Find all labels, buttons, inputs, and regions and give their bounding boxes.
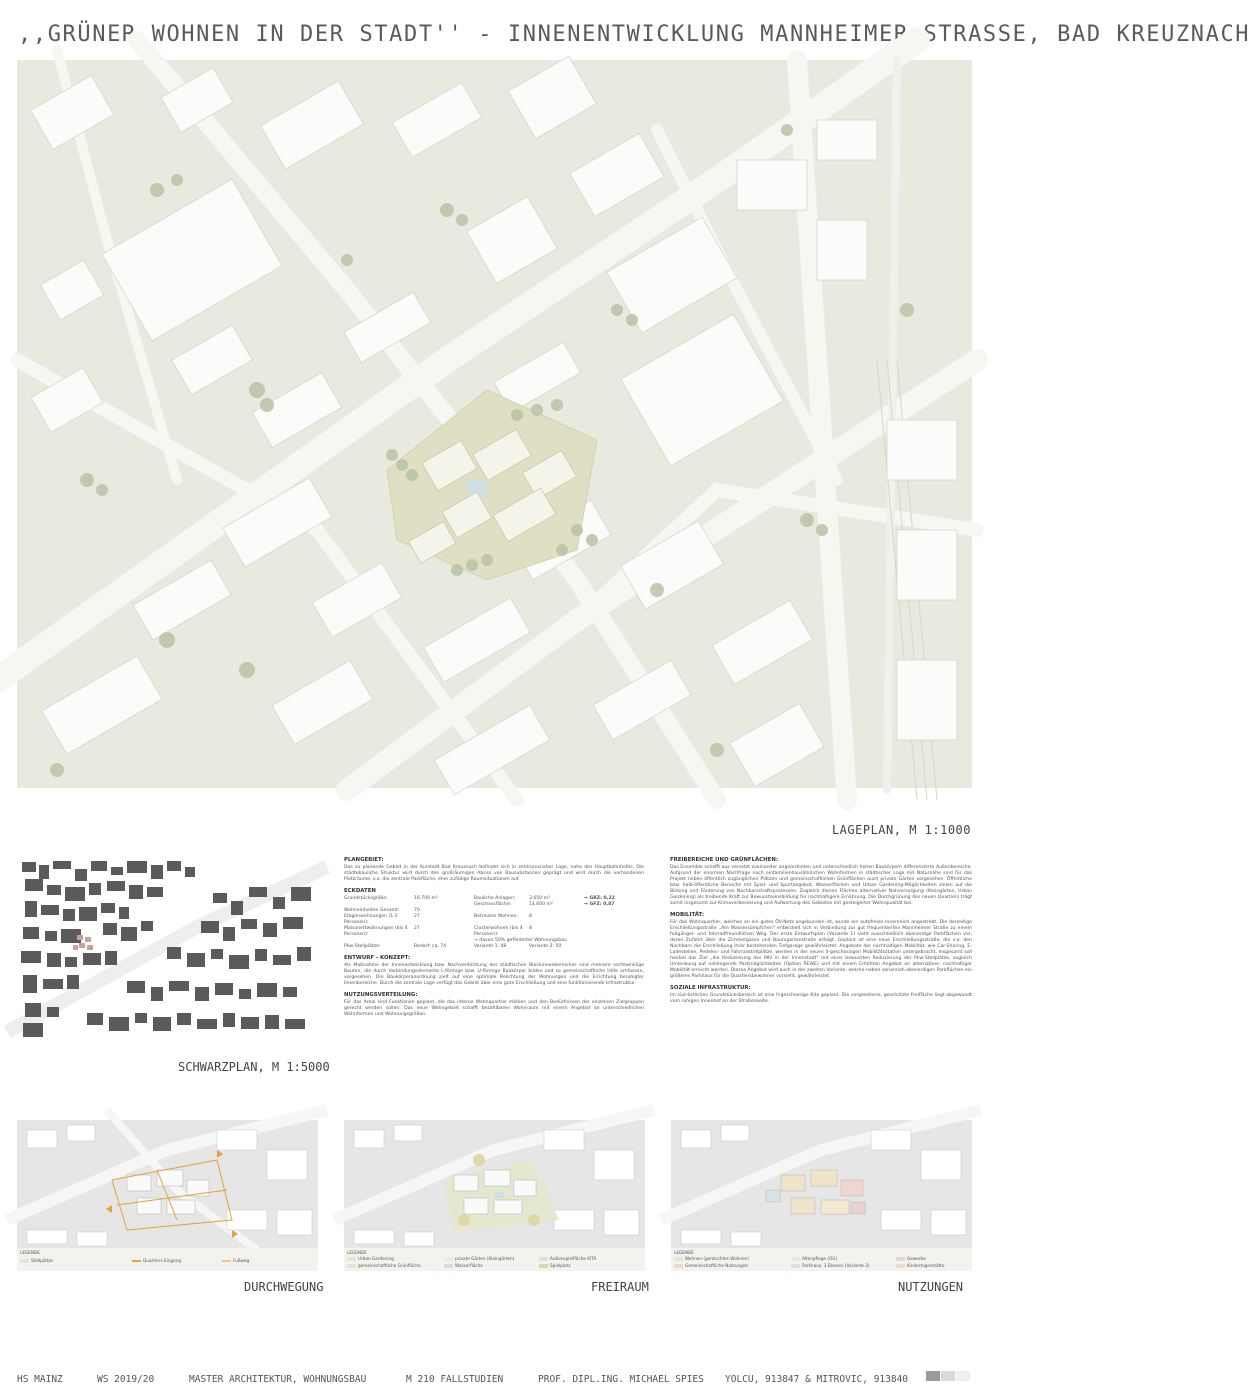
kv-cell: Bedarf: ca. 74 [414,944,447,949]
footer-semester: WS 2019/20 [97,1374,155,1385]
section-text-mobilitaet: Für das Wohnquartier, welches an ein gutes ÖV-Netz angebunden ist, wurde ein autofreies Innenreich angestrebt. Die derzeitige Erschließungsstraße „Am Wassersümpfchen" entwickelt sich in Verbindung zur gut frequentierten Mannheimer Straße zu einem fußgänger- und fahrradfreundlichen Weg. Der erste Entwurfsplan (Variante 1) sieht ausschließlich ebenerdige Parkflächen vor, deren Zufahrt über die Zimmergasse und Baumgartenstraße erfolgt. Geplant ist eine neue Erschließungsstraße, die v.a. den Nachbarn die Erschließung ihrer bestehenden Tiefgarage gewährleistet. Angebote der nachhaltigen Mobilität, wie Car-Sharing, E-Ladestellen, Pedelec- und Fahrradstellplätze, werden in der neuen II-geschossigen Mobilitätsstation untergebracht. Insgesamt soll hierbei das Ziel „die Reduzierung des MIV in der Innenstadt" mit einer bewussten Reduzierung der Pkw-Stellplätze, zugleich Umlenkung auf nahliegende Parkmöglichkeiten (Option REWE) und mit einem Erhöhten Angebot an alternativer, nachhaltiger Mobilität erreicht werden. Dieses Angebot wird auch in der zweiten Variante, welche neben seriennah ebenerdigen Parkflächen ein größeres Parkhaus für die Quartiersbewohner vorsieht, gewährleistet. [670,920,972,979]
kv-cell: Betreutes Wohnen: [474,914,518,919]
legend-label: Altenpflege (OG) [802,1256,838,1261]
legend-label: Wohnen (gemischtes Wohnen) [685,1256,749,1261]
legend-label: Wasserfläche [455,1263,483,1268]
site-plan-drawing [17,60,972,788]
usage-diagram [671,1120,972,1271]
legend-label: gemeinschaftliche Grünfläche [358,1263,421,1268]
legend-label: Parkhaus, 3 Ebenen (Variante 2) [802,1263,870,1268]
open-space-legend [344,1248,645,1271]
legend-label: Spielplatz [550,1263,571,1268]
legend-swatch [132,1260,141,1262]
kv-cell: Etagenwohnungen (1-2 Personen): [344,914,398,925]
footer-school: HS MAINZ [17,1374,63,1385]
page-indicator-block [941,1371,955,1381]
legend-label: Gewerbe [907,1256,926,1261]
open-space-drawing [344,1120,645,1248]
footer-program: MASTER ARCHITEKTUR, WOHNUNGSBAU [189,1374,367,1385]
footer-prof: PROF. DIPL.ING. MICHAEL SPIES [538,1374,704,1385]
section-heading-nutzungsverteilung: NUTZUNGSVERTEILUNG: [344,992,418,998]
kv-cell: Pkw-Stellplätze: [344,944,381,949]
section-heading-mobilitaet: MOBILITÄT: [670,912,705,918]
legend-label: Kindertagesstätte [907,1263,945,1268]
legend-swatch [791,1257,800,1261]
legend-item [132,1258,181,1263]
legend-swatch [222,1260,231,1262]
kv-cell: Clusterwohnen (bis 4 Personen): [474,926,523,937]
legend-label: Stellplätze [31,1258,54,1263]
legend-swatch [539,1257,548,1261]
legend-swatch [347,1257,356,1261]
text-column-right [670,857,972,1010]
legend-swatch [347,1264,356,1268]
section-heading-eckdaten: ECKDATEN [344,888,376,894]
footer-module: M 210 FALLSTUDIEN [406,1374,504,1385]
kv-cell [584,944,624,950]
legend-item [539,1263,570,1268]
section-text-soziale: Im süd-östlichen Grundstücksbereich ist eine II-geschossige Kita geplant. Die vorgesehene, geschützte Freifläche liegt abgewandt vom ruhigen Innenhof an der Straßenseite. [670,993,972,1004]
legend-item [20,1258,53,1263]
legend-item [347,1263,421,1268]
legend-label: Fußweg [233,1258,250,1263]
legend-item [674,1256,749,1261]
legend-item [791,1256,837,1261]
legend-title: LEGENDE [20,1250,40,1255]
text-column-left [344,857,644,1023]
footer-authors: YOLCU, 913847 & MITROVIC, 913840 [725,1374,909,1385]
kv-cell: → GRZ: 0,22 [584,896,615,901]
section-text-nutzungsverteilung: Für das Areal sind Funktionen geplant, die das interne Wohnquartier stärken und den Bedürfnissen der einzelnen Zielgruppen gerecht werden sollen. Das neue Wohngebiet schafft bezahlbaren Wohnraum mit einem Angebot an unterschiedlichen Wohnformen und Wohnungsgrößen. [344,1000,644,1017]
kv-cell: 3.650 m² [529,896,550,901]
kv-cell: Wohneinheiten Gesamt: [344,908,400,913]
circulation-legend [17,1248,318,1271]
kv-cell: → GFZ: 0,87 [584,902,615,907]
legend-item [222,1258,249,1263]
legend-label: Urban Gardening [358,1256,394,1261]
circulation-caption: DURCHWEGUNG [244,1280,324,1294]
page-indicator-block [956,1371,970,1381]
legend-swatch [674,1257,683,1261]
legend-label: Quartiers-Eingang [143,1258,182,1263]
kv-cell: Geschossfläche: [474,902,512,907]
legend-swatch [539,1264,548,1268]
section-heading-plangebiet: PLANGEBIET: [344,857,384,863]
site-plan-map [17,60,972,788]
circulation-diagram [17,1120,318,1271]
legend-item [347,1256,394,1261]
figure-ground-caption: SCHWARZPLAN, M 1:5000 [178,1060,330,1074]
legend-item [444,1263,483,1268]
open-space-caption: FREIRAUM [591,1280,649,1294]
section-heading-konzept: ENTWURF - KONZEPT: [344,955,411,961]
legend-swatch [896,1257,905,1261]
kv-cell [584,926,624,938]
kv-cell: Maisonettwohnungen (bis 4 Personen): [344,926,408,937]
legend-swatch [20,1259,29,1263]
section-text-plangebiet: Das zu planende Gebiet in der Kurstadt Bad Kreuznach befindet sich in zentrumsnaher Lage, nahe des Hauptbahnhofes. Die städtebauliche Struktur wird durch den großräumigen Abriss von Bausubstanzen geprägt und wird durch die vorhandenen Platzräume, v.a. die zentrale Parkfläche, eher zufällige Raumsituationen auf. [344,865,644,882]
usage-drawing [671,1120,972,1248]
page-title: ,,GRÜNER WOHNEN IN DER STADT'' - INNENENTWICKLUNG MANNHEIMER STRASSE, BAD KREUZNACH [18,22,1250,47]
usage-legend [671,1248,972,1271]
legend-swatch [896,1264,905,1268]
site-plan-caption: LAGEPLAN, M 1:1000 [831,823,971,837]
kv-cell: Grundstücksgröße: [344,896,388,901]
usage-caption: NUTZUNGEN [898,1280,964,1294]
legend-label: Außenspielfläche KITA [550,1256,597,1261]
legend-swatch [444,1264,453,1268]
kv-cell: 14.600 m² [529,902,553,907]
legend-item [444,1256,514,1261]
legend-item [791,1263,870,1268]
legend-label: Gemeinschaftliche Nutzungen [685,1263,749,1268]
section-heading-freibereiche: FREIBEREICHE UND GRÜNFLÄCHEN: [670,857,778,863]
kv-cell: 8 [529,926,532,931]
kv-cell: 27 [414,914,420,919]
legend-item [539,1256,596,1261]
legend-item [896,1263,944,1268]
circulation-drawing [17,1120,318,1248]
kv-cell: 27 [414,926,420,931]
kv-cell: 16.700 m² [414,896,438,901]
kv-cell: 8 [529,914,532,919]
legend-label: private Gärten (Kleingärten) [455,1256,515,1261]
legend-swatch [791,1264,800,1268]
kv-cell: Bauliche Anlagen: [474,896,516,901]
kv-cell: Variante 2: 50 [529,944,562,949]
legend-item [674,1263,748,1268]
figure-ground-map [17,857,320,1042]
section-text-freibereiche: Das Ensemble schafft aus versetzt zueinander angeordneten und unterschiedlich hohen Baukörpern differenzierte Außenbereiche. Aufgrund der enormen Nachfrage nach einfamilienhausähnlichen Wohnformen in städtischer Lage mit Naturnähe sind für das Projekt neben öffentlich zugänglichen Plätzen und gemeinschaftlichen Grünflächen auch private Gärten vorgesehen. Öffentliche bzw. halb-öffentliche Bereiche mit Spiel- und Sportangebot, Wasserflächen und Urban Gardening-Möglichkeiten zielen auf die Bildung und Förderung von Nachbarschaftsprozessen. Zugleich dienen Flächen alternativer Nahversorgung (Kleingärten, Urban Gardening) als treibende Kraft zur Bewusstseinsbildung für nachhaltigere Ernährung. Die Durchgrünung des neuen Quartiers trägt somit insgesamt zur Klimaverbesserung und Aufwertung des Gebietes mit gesteigerter Wohnqualität bei. [670,865,972,906]
open-space-diagram [344,1120,645,1271]
legend-swatch [444,1257,453,1261]
kv-cell: → davon 50% geförderter Wohnungsbau [474,938,567,943]
legend-swatch [674,1264,683,1268]
kv-cell: Variante 1: 48 [474,944,507,949]
figure-ground-drawing [17,857,320,1042]
legend-title: LEGENDE [347,1250,367,1255]
section-heading-soziale: SOZIALE INFRASTRUKTUR: [670,985,751,991]
key-figures-table [344,896,644,950]
section-text-konzept: Als Maßnahme der Innenentwicklung bzw. Nachverdichtung des städtischen Blockinnenbereiches sind mehrere rechtwinklige Bauten, die durch Verbindungselemente L-förmige bzw. U-förmige Baukörper bilden und so gemeinschaftliche Höfe umfassen, vorgesehen. Die Baukörperanordnung zielt auf eine optimale Belichtung der Wohnungen und die Errichtung beruhigter Innenbereiche. Durch die zentrale Lage verfügt das Gebiet über eine gute Erschließung und eine funktionierende Infrastruktur. [344,963,644,986]
kv-cell [584,914,624,926]
legend-item [896,1256,926,1261]
page-indicator-block [926,1371,940,1381]
kv-cell: 70 [414,908,420,913]
legend-title: LEGENDE [674,1250,694,1255]
